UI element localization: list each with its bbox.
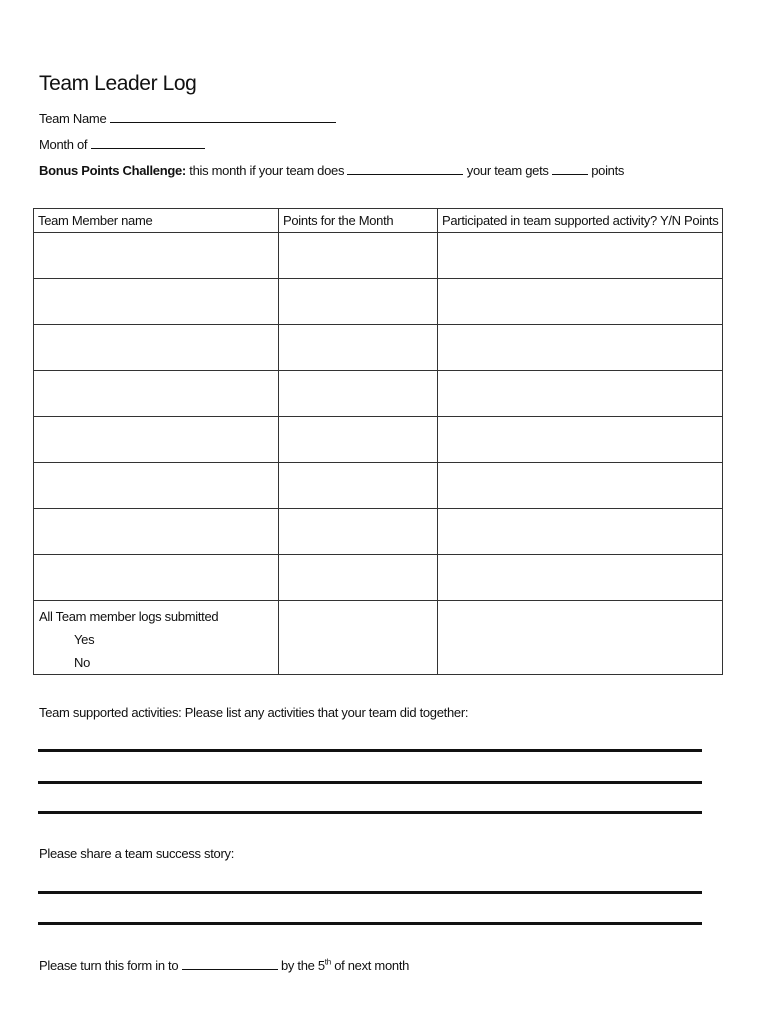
participated-cell[interactable] (438, 325, 723, 371)
submitted-row (34, 601, 723, 675)
bonus-text-2: your team gets (466, 163, 549, 178)
participated-cell[interactable] (438, 509, 723, 555)
bonus-points-field[interactable] (552, 162, 588, 175)
member-name-cell[interactable] (34, 555, 279, 601)
points-cell[interactable] (279, 325, 438, 371)
story-prompt: Please share a team success story: (39, 846, 235, 861)
month-of-line (39, 136, 205, 152)
points-cell[interactable] (279, 601, 438, 675)
footer-sup: th (324, 957, 331, 967)
table-row (34, 509, 723, 555)
table-header-row (34, 209, 723, 233)
activities-line-1[interactable] (38, 749, 702, 752)
story-line-2[interactable] (38, 922, 702, 925)
activities-line-2[interactable] (38, 781, 702, 784)
participated-cell[interactable] (438, 417, 723, 463)
submitted-cell (34, 601, 279, 675)
member-name-cell[interactable] (34, 233, 279, 279)
table-row (34, 371, 723, 417)
points-cell[interactable] (279, 233, 438, 279)
bonus-line (39, 162, 624, 178)
table-row (34, 233, 723, 279)
team-log-table (33, 208, 723, 675)
member-name-cell[interactable] (34, 279, 279, 325)
bonus-text-3: points (591, 163, 625, 178)
points-cell[interactable] (279, 555, 438, 601)
points-cell[interactable] (279, 417, 438, 463)
month-of-label: Month of (39, 137, 88, 152)
table-row (34, 463, 723, 509)
submitted-label: All Team member logs submitted (39, 609, 219, 624)
table-row (34, 555, 723, 601)
bonus-text-1: this month if your team does (189, 163, 345, 178)
points-cell[interactable] (279, 279, 438, 325)
member-name-cell[interactable] (34, 371, 279, 417)
participated-cell[interactable] (438, 233, 723, 279)
footer-text-3: of next month (334, 958, 410, 973)
points-cell[interactable] (279, 463, 438, 509)
submitted-yes-option[interactable]: Yes (74, 632, 95, 647)
footer-text-1: Please turn this form in to (39, 958, 179, 973)
header-points: Points for the Month (279, 209, 438, 233)
table-row (34, 279, 723, 325)
page-title: Team Leader Log (39, 72, 197, 95)
bonus-activity-field[interactable] (347, 162, 463, 175)
submitted-no-option[interactable]: No (74, 655, 91, 670)
header-participated: Participated in team supported activity? Y/N Points (438, 209, 723, 233)
turn-in-to-field[interactable] (182, 957, 278, 970)
member-name-cell[interactable] (34, 463, 279, 509)
table-row (34, 325, 723, 371)
participated-cell[interactable] (438, 601, 723, 675)
team-name-label: Team Name (39, 111, 107, 126)
bonus-label: Bonus Points Challenge: (39, 163, 186, 178)
points-cell[interactable] (279, 509, 438, 555)
header-member-name: Team Member name (34, 209, 279, 233)
footer-line (39, 957, 409, 973)
activities-line-3[interactable] (38, 811, 702, 814)
participated-cell[interactable] (438, 555, 723, 601)
participated-cell[interactable] (438, 463, 723, 509)
member-name-cell[interactable] (34, 509, 279, 555)
activities-prompt: Team supported activities: Please list any activities that your team did together: (39, 705, 469, 720)
member-name-cell[interactable] (34, 417, 279, 463)
team-name-line (39, 110, 336, 126)
participated-cell[interactable] (438, 371, 723, 417)
participated-cell[interactable] (438, 279, 723, 325)
footer-text-2: by the 5 (280, 958, 325, 973)
table-row (34, 417, 723, 463)
points-cell[interactable] (279, 371, 438, 417)
member-name-cell[interactable] (34, 325, 279, 371)
month-of-field[interactable] (91, 136, 205, 149)
team-name-field[interactable] (110, 110, 336, 123)
story-line-1[interactable] (38, 891, 702, 894)
